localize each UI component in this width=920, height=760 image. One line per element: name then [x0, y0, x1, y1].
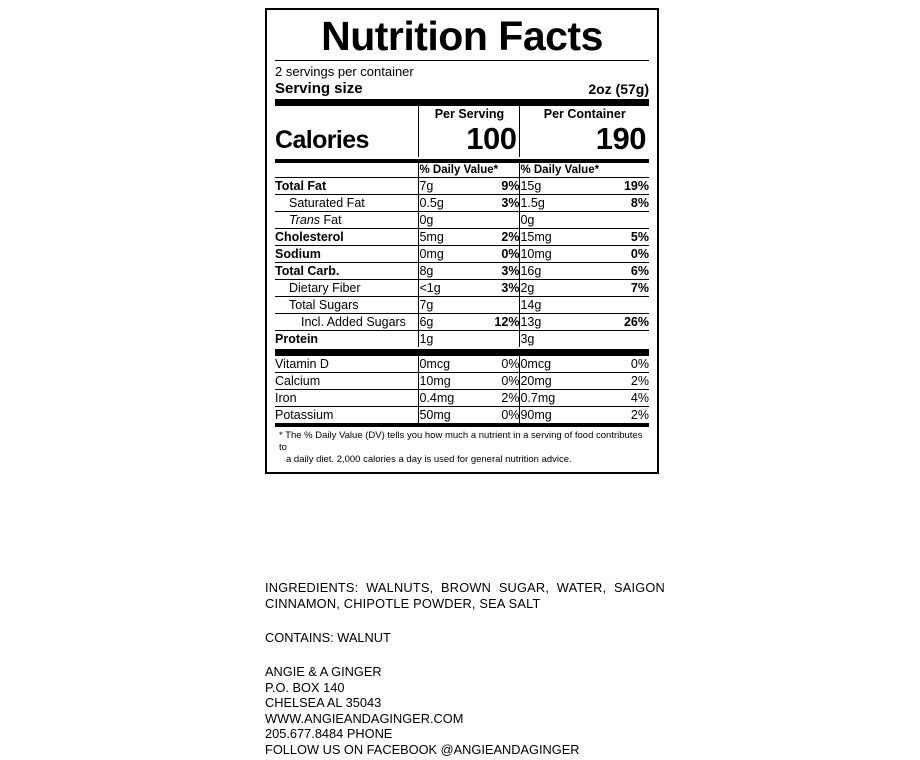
nutrient-ps-dv: 12%	[471, 314, 520, 331]
nutrient-name: Iron	[275, 390, 419, 407]
servings-per-container: 2 servings per container	[275, 64, 414, 79]
nutrient-ps-dv: 3%	[471, 280, 520, 297]
nutrient-pc-amount: 0g	[520, 212, 587, 229]
ingredients-text: INGREDIENTS: WALNUTS, BROWN SUGAR, WATER, SAIGON CINNAMON, CHIPOTLE POWDER, SEA SALT	[265, 580, 665, 611]
table-row	[275, 263, 649, 280]
table-row	[275, 407, 649, 426]
nutrient-pc-dv: 4%	[587, 390, 649, 407]
dv-header-per-serving: % Daily Value*	[419, 161, 520, 178]
table-row	[275, 353, 649, 373]
nutrient-ps-dv: 9%	[471, 178, 520, 195]
nutrient-ps-amount: 1g	[419, 331, 471, 348]
nutrient-ps-amount: 7g	[419, 297, 471, 314]
nutrient-pc-amount: 16g	[520, 263, 587, 280]
nutrient-ps-dv: 0%	[471, 407, 520, 426]
nutrient-name: Sodium	[275, 246, 419, 263]
table-row	[275, 195, 649, 212]
nutrient-pc-dv: 7%	[587, 280, 649, 297]
nutrient-name: Total Fat	[275, 178, 419, 195]
nutrient-ps-amount: 0.5g	[419, 195, 471, 212]
nutrient-name: Dietary Fiber	[275, 280, 419, 297]
nutrient-name: Vitamin D	[275, 353, 419, 373]
nutrient-pc-dv: 19%	[587, 178, 649, 195]
nutrient-pc-amount: 1.5g	[520, 195, 587, 212]
nutrient-pc-amount: 14g	[520, 297, 587, 314]
nutrient-ps-dv: 0%	[471, 246, 520, 263]
calories-per-serving: 100	[419, 122, 520, 157]
nutrient-pc-amount: 20mg	[520, 373, 587, 390]
table-row	[275, 373, 649, 390]
column-header-row	[275, 106, 649, 122]
calories-row	[275, 122, 649, 157]
contains-allergens-text: CONTAINS: WALNUT	[265, 630, 391, 645]
nutrient-ps-amount: 6g	[419, 314, 471, 331]
nutrient-pc-dv: 2%	[587, 373, 649, 390]
nutrient-pc-amount: 90mg	[520, 407, 587, 426]
nutrient-ps-dv: 2%	[471, 390, 520, 407]
nutrient-ps-dv	[471, 212, 520, 229]
nutrient-pc-amount: 0.7mg	[520, 390, 587, 407]
daily-value-header-row	[275, 161, 649, 178]
company-name: ANGIE & A GINGER	[265, 664, 382, 679]
nutrient-pc-dv	[587, 297, 649, 314]
table-row	[275, 331, 649, 348]
website-url: WWW.ANGIEANDAGINGER.COM	[265, 710, 464, 726]
nutrient-ps-dv	[471, 297, 520, 314]
nutrient-ps-dv: 0%	[471, 353, 520, 373]
nutrient-pc-amount: 0mcg	[520, 353, 587, 373]
calories-label: Calories	[275, 126, 369, 154]
nutrient-name: Cholesterol	[275, 229, 419, 246]
table-row	[275, 280, 649, 297]
nutrient-pc-dv: 8%	[587, 195, 649, 212]
col-header-per-container: Per Container	[520, 106, 649, 122]
daily-value-footnote	[275, 427, 649, 466]
page-title: Nutrition Facts	[321, 13, 603, 59]
nutrient-name-trans-italic: Trans	[289, 213, 321, 227]
nutrient-pc-dv: 6%	[587, 263, 649, 280]
nutrient-ps-amount: 50mg	[419, 407, 471, 426]
table-row	[275, 314, 649, 331]
nutrient-ps-dv: 3%	[471, 263, 520, 280]
phone-number: 205.677.8484 PHONE	[265, 726, 393, 741]
nutrient-pc-dv	[587, 212, 649, 229]
table-row	[275, 229, 649, 246]
nutrient-ps-amount: 5mg	[419, 229, 471, 246]
nutrient-ps-amount: 8g	[419, 263, 471, 280]
nutrient-name: Total Carb.	[275, 263, 419, 280]
city-state-zip: CHELSEA AL 35043	[265, 695, 382, 710]
nutrient-ps-amount: 0g	[419, 212, 471, 229]
nutrient-pc-dv: 0%	[587, 353, 649, 373]
nutrient-ps-dv: 3%	[471, 195, 520, 212]
nutrient-name: Saturated Fat	[275, 195, 419, 212]
nutrient-pc-amount: 3g	[520, 331, 587, 348]
footnote-line-1: * The % Daily Value (DV) tells you how much a nutrient in a serving of food contributes to	[279, 430, 643, 453]
table-row	[275, 390, 649, 407]
table-row	[275, 246, 649, 263]
nutrient-ps-amount: 7g	[419, 178, 471, 195]
col-header-per-serving: Per Serving	[419, 106, 520, 122]
label-text-block	[265, 580, 665, 757]
nutrient-name: Calcium	[275, 373, 419, 390]
table-row	[275, 297, 649, 314]
nutrient-pc-dv: 2%	[587, 407, 649, 426]
serving-size-row	[275, 80, 649, 99]
nutrition-facts-panel	[265, 8, 659, 474]
nutrient-ps-dv: 0%	[471, 373, 520, 390]
nutrient-ps-amount: 0mg	[419, 246, 471, 263]
footnote-line-2: a daily diet. 2,000 calories a day is used for general nutrition advice.	[286, 454, 572, 465]
nutrient-ps-dv	[471, 331, 520, 348]
nutrient-ps-amount: <1g	[419, 280, 471, 297]
nutrient-pc-dv	[587, 331, 649, 348]
nutrient-pc-amount: 10mg	[520, 246, 587, 263]
table-row	[275, 212, 649, 229]
nutrition-table	[275, 106, 649, 427]
social-handle: FOLLOW US ON FACEBOOK @ANGIEANDAGINGER	[265, 741, 580, 757]
serving-divider	[275, 99, 649, 106]
table-row	[275, 178, 649, 195]
nutrient-pc-amount: 15g	[520, 178, 587, 195]
serving-size-label: Serving size	[275, 80, 363, 97]
company-address-block	[265, 664, 665, 757]
nutrient-name: Incl. Added Sugars	[275, 314, 419, 331]
nutrient-pc-dv: 26%	[587, 314, 649, 331]
nutrient-pc-amount: 2g	[520, 280, 587, 297]
nutrient-ps-amount: 0.4mg	[419, 390, 471, 407]
po-box: P.O. BOX 140	[265, 679, 345, 695]
dv-header-per-container: % Daily Value*	[520, 161, 649, 178]
nutrient-name: Fat	[320, 213, 342, 227]
nutrient-name: Potassium	[275, 407, 419, 426]
nutrient-name: Protein	[275, 332, 319, 346]
nutrient-ps-amount: 10mg	[419, 373, 471, 390]
calories-per-container: 190	[520, 122, 649, 157]
nutrient-pc-amount: 13g	[520, 314, 587, 331]
nutrient-name: Total Sugars	[275, 297, 419, 314]
nutrient-pc-dv: 5%	[587, 229, 649, 246]
nutrient-pc-dv: 0%	[587, 246, 649, 263]
nutrient-pc-amount: 15mg	[520, 229, 587, 246]
serving-size-value: 2oz (57g)	[588, 81, 649, 97]
nutrient-ps-amount: 0mcg	[419, 353, 471, 373]
nutrient-ps-dv: 2%	[471, 229, 520, 246]
